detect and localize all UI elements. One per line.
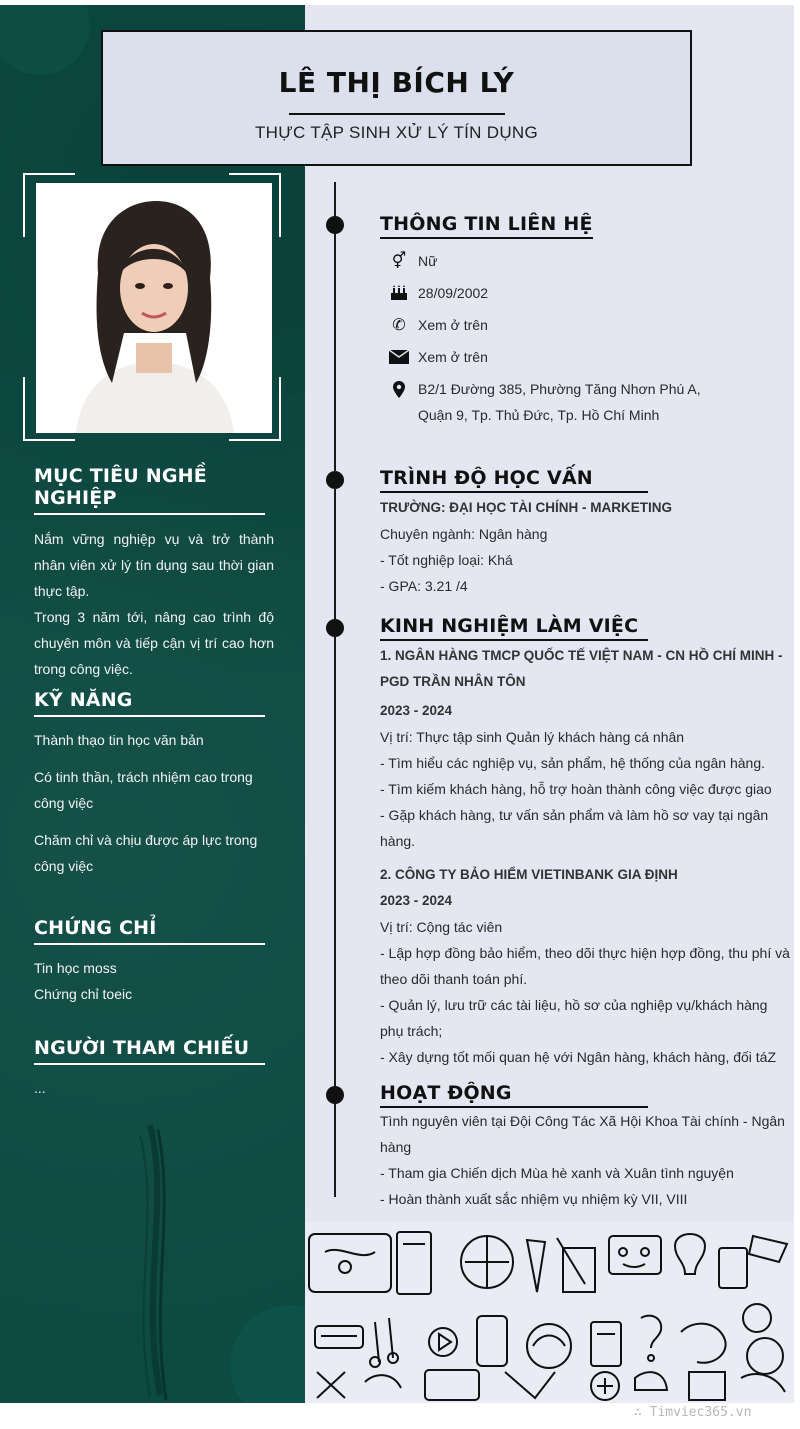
job-line: Vị trí: Cộng tác viên — [380, 919, 503, 935]
objective-title: MỤC TIÊU NGHỀ NGHIỆP — [34, 465, 265, 515]
photo-frame — [23, 173, 281, 441]
watermark: ∴ Timviec365.vn — [634, 1405, 752, 1420]
contact-text: 28/09/2002 — [418, 285, 489, 301]
contact-text: Nữ — [418, 253, 438, 269]
map-pin-icon — [380, 376, 418, 402]
references-section — [34, 1037, 274, 1101]
experience-title: KINH NGHIỆM LÀM VIỆC — [380, 615, 648, 641]
contact-gender — [380, 248, 794, 274]
school-name: TRƯỜNG: ĐẠI HỌC TÀI CHÍNH - MARKETING — [380, 500, 672, 515]
timeline-line — [334, 182, 336, 1197]
skill-item: Có tinh thần, trách nhiệm cao trong công việc — [34, 769, 253, 811]
timeline-dot — [326, 1086, 344, 1104]
candidate-name: LÊ THỊ BÍCH LÝ — [278, 66, 515, 99]
job-line: - Gặp khách hàng, tư vấn sản phẩm và làm hồ sơ vay tại ngân hàng. — [380, 807, 769, 849]
activities-section — [380, 1082, 794, 1212]
gender-icon: ⚥ — [391, 253, 407, 270]
contact-section — [380, 213, 794, 428]
timeline-dot — [326, 471, 344, 489]
birthday-cake-icon — [380, 280, 418, 306]
job-company: 2. CÔNG TY BẢO HIỂM VIETINBANK GIA ĐỊNH — [380, 867, 678, 882]
education-line: - Tốt nghiệp loại: Khá — [380, 552, 513, 568]
doodle-illustration — [305, 1222, 794, 1403]
job-title: THỰC TẬP SINH XỬ LÝ TÍN DỤNG — [254, 123, 539, 142]
skills-section — [34, 689, 274, 890]
job-line: - Tìm hiểu các nghiệp vụ, sản phẩm, hệ thống của ngân hàng. — [380, 755, 765, 771]
activity-line: - Tham gia Chiến dịch Mùa hè xanh và Xuân tình nguyện — [380, 1165, 734, 1181]
skill-item: Thành thạo tin học văn bản — [34, 732, 204, 748]
references-text: ... — [34, 1080, 46, 1096]
education-line: - GPA: 3.21 /4 — [380, 578, 468, 594]
envelope-icon — [380, 344, 418, 370]
phone-icon: ✆ — [392, 317, 406, 334]
activities-title: HOẠT ĐỘNG — [380, 1082, 648, 1108]
certificates-section — [34, 917, 274, 1007]
objective-section — [34, 465, 274, 682]
contact-text: Xem ở trên — [418, 317, 488, 333]
timeline-dot — [326, 619, 344, 637]
job-period: 2023 - 2024 — [380, 703, 453, 718]
resume-page — [0, 5, 794, 1403]
objective-text-2: Trong 3 năm tới, nâng cao trình độ chuyên môn và tiếp cận vị trí cao hơn trong công việc. — [34, 609, 274, 677]
contact-birthday — [380, 280, 794, 306]
education-title: TRÌNH ĐỘ HỌC VẤN — [380, 467, 648, 493]
job-period: 2023 - 2024 — [380, 893, 453, 908]
activity-line: - Hoàn thành xuất sắc nhiệm vụ nhiệm kỳ VII, VIII — [380, 1191, 688, 1207]
job-line: - Xây dựng tốt mối quan hệ với Ngân hàng, khách hàng, đối táZ — [380, 1049, 777, 1065]
contact-text: B2/1 Đường 385, Phường Tăng Nhơn Phú A, Quận 9, Tp. Thủ Đức, Tp. Hồ Chí Minh — [418, 381, 701, 423]
references-title: NGƯỜI THAM CHIẾU — [34, 1037, 265, 1065]
certificate-item: Chứng chỉ toeic — [34, 986, 133, 1002]
activity-line: Tình nguyên viên tại Đội Công Tác Xã Hội Khoa Tài chính - Ngân hàng — [380, 1113, 785, 1155]
contact-email — [380, 344, 794, 370]
contact-title: THÔNG TIN LIÊN HỆ — [380, 213, 593, 239]
objective-text: Nắm vững nghiệp vụ và trở thành nhân viên xử lý tín dụng sau thời gian thực tập. — [34, 531, 274, 599]
job-line: - Quản lý, lưu trữ các tài liệu, hồ sơ của nghiệp vụ/khách hàng phụ trách; — [380, 997, 768, 1039]
education-section — [380, 467, 794, 599]
header-box — [101, 30, 692, 166]
contact-address — [380, 376, 794, 428]
job-line: - Lập hợp đồng bảo hiểm, theo dõi thực hiện hợp đồng, thu phí và theo dõi thanh toán phí. — [380, 945, 790, 987]
job-company: 1. NGÂN HÀNG TMCP QUỐC TẾ VIỆT NAM - CN HỒ CHÍ MINH - PGD TRẦN NHÂN TÔN — [380, 648, 783, 689]
timeline-dot — [326, 216, 344, 234]
experience-section — [380, 615, 794, 1070]
certificates-title: CHỨNG CHỈ — [34, 917, 265, 945]
certificate-item: Tin học moss — [34, 960, 117, 976]
contact-text: Xem ở trên — [418, 349, 488, 365]
name-divider — [289, 113, 505, 115]
skill-item: Chăm chỉ và chịu được áp lực trong công việc — [34, 832, 258, 874]
job-line: - Tìm kiếm khách hàng, hỗ trợ hoàn thành công việc được giao — [380, 781, 772, 797]
skills-title: KỸ NĂNG — [34, 689, 265, 717]
job-line: Vị trí: Thực tập sinh Quản lý khách hàng cá nhân — [380, 729, 685, 745]
profile-photo — [36, 183, 272, 433]
education-line: Chuyên ngành: Ngân hàng — [380, 526, 548, 542]
contact-phone — [380, 312, 794, 338]
